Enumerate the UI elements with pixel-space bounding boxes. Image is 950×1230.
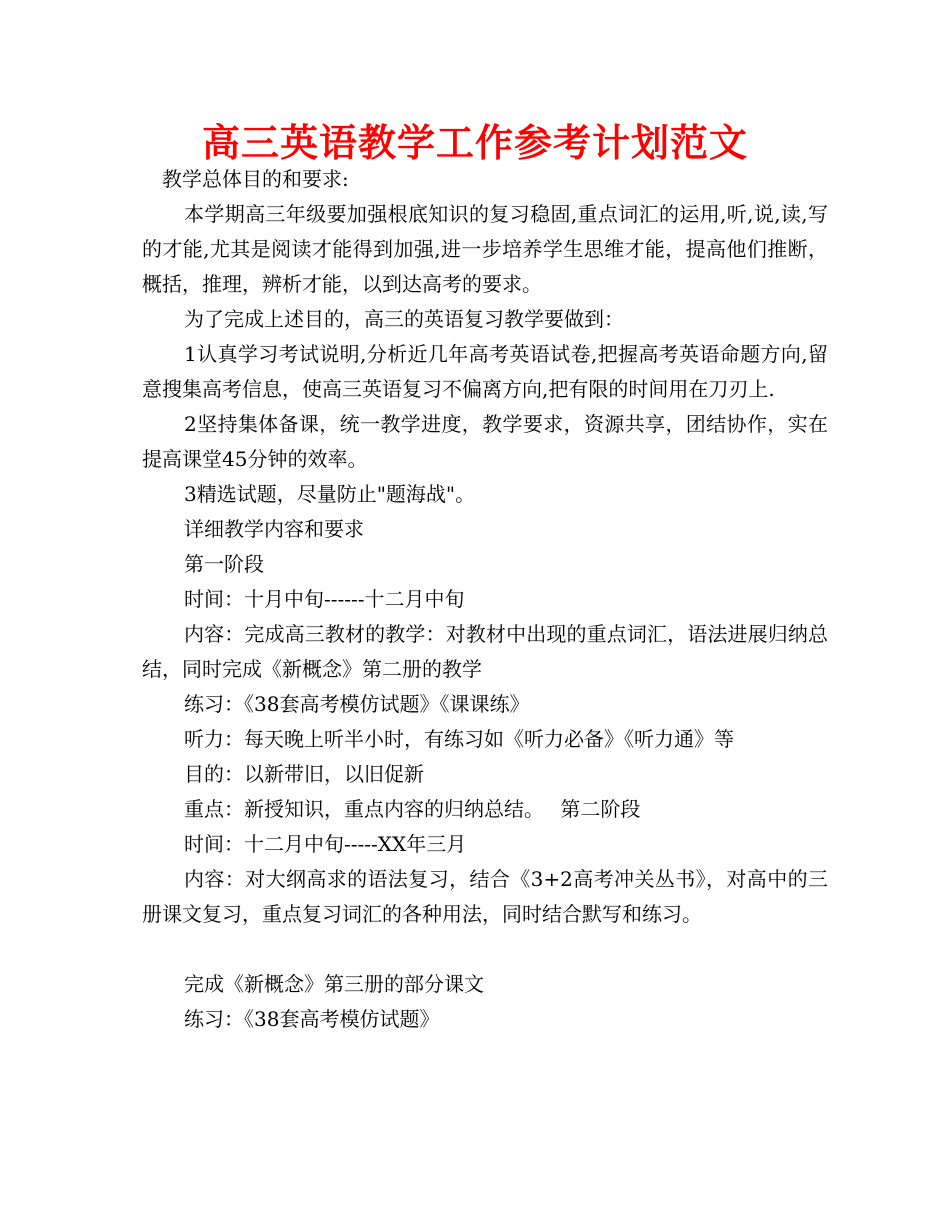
paragraph-stage-2-practice: 练习：《38套高考模仿试题》 (184, 1007, 440, 1031)
paragraph-requirements-intro: 为了完成上述目的，高三的英语复习教学要做到： (184, 307, 624, 331)
paragraph-content-heading: 详细教学内容和要求 (184, 517, 364, 541)
document-body (142, 162, 828, 1037)
paragraph-spacer (142, 932, 828, 967)
paragraph-stage-1-purpose: 目的：以新带旧，以旧促新 (184, 762, 424, 786)
paragraph-overall-goal-heading: 教学总体目的和要求: (162, 167, 349, 191)
paragraph-item-3: 3精选试题，尽量防止"题海战"。 (184, 482, 476, 506)
paragraph-stage-1-content: 内容：完成高三教材的教学：对教材中出现的重点词汇，语法进展归纳总结，同时完成《新概念》第二册的教学 (142, 622, 828, 681)
paragraph-stage-2-content: 内容：对大纲高求的语法复习，结合《3+2高考冲关丛书》，对高中的三册课文复习，重点复习词汇的各种用法，同时结合默写和练习。 (142, 867, 828, 926)
paragraph-stage-2-new-concept: 完成《新概念》第三册的部分课文 (184, 972, 484, 996)
paragraph-stage-1-practice: 练习：《38套高考模仿试题》《课课练》 (184, 692, 530, 716)
paragraph-stage-1-focus: 重点：新授知识，重点内容的归纳总结。 第二阶段 (184, 797, 641, 821)
paragraph-stage-1-heading: 第一阶段 (184, 552, 264, 576)
document-title: 高三英语教学工作参考计划范文 (201, 121, 748, 165)
paragraph-item-2: 2坚持集体备课，统一教学进度，教学要求，资源共享，团结协作，实在提高课堂45分钟的效率。 (142, 412, 828, 471)
paragraph-stage-1-time: 时间：十月中旬------十二月中旬 (184, 587, 465, 611)
paragraph-item-1: 1认真学习考试说明,分析近几年高考英语试卷,把握高考英语命题方向,留意搜集高考信息，使高三英语复习不偏离方向,把有限的时间用在刀刃上. (142, 342, 828, 401)
paragraph-semester-goal: 本学期高三年级要加强根底知识的复习稳固,重点词汇的运用,听,说,读,写的才能,尤其是阅读才能得到加强,进一步培养学生思维才能，提高他们推断，概括，推理，辨析才能，以到达高考的要求。 (142, 202, 828, 296)
paragraph-stage-1-listening: 听力：每天晚上听半小时，有练习如《听力必备》《听力通》等 (184, 727, 734, 751)
paragraph-stage-2-time: 时间：十二月中旬-----XX年三月 (184, 832, 467, 856)
